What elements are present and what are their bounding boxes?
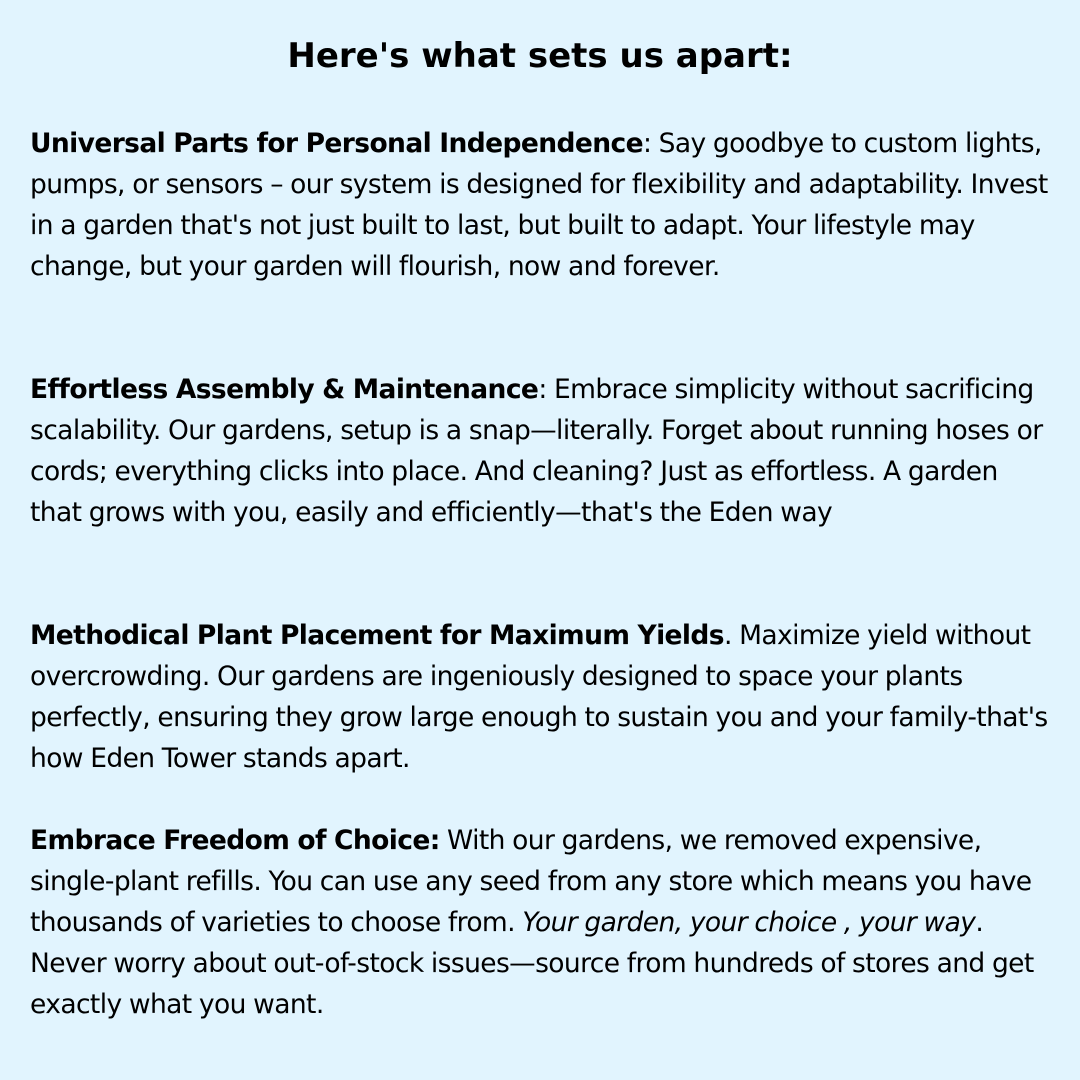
feature-title: Methodical Plant Placement for Maximum Yields — [30, 620, 724, 651]
feature-freedom-of-choice — [30, 820, 1050, 1025]
feature-effortless-assembly — [30, 369, 1050, 533]
feature-body: Say goodbye to custom lights, pumps, or sensors – our system is designed for flexibility and adaptability. Invest in a garden that's not just built to last, but built to adapt. Your lifestyle may change, but your garden will flourish, now and forever. — [30, 128, 1048, 282]
page-heading: Here's what sets us apart: — [287, 36, 793, 76]
feature-plant-placement — [30, 615, 1050, 779]
feature-title: Embrace Freedom of Choice: — [30, 825, 440, 856]
feature-title: Universal Parts for Personal Independence — [30, 128, 643, 159]
feature-separator: : — [538, 374, 547, 405]
feature-body: Maximize yield without overcrowding. Our gardens are ingeniously designed to space your plants perfectly, ensuring they grow large enough to sustain you and your family-that's how Eden Tower stands apart. — [30, 620, 1048, 774]
feature-separator: : — [642, 128, 652, 159]
feature-title: Effortless Assembly & Maintenance — [30, 374, 539, 405]
feature-body-end: . Never worry about out-of-stock issues—source from hundreds of stores and get exactly what you want. — [30, 907, 1034, 1020]
feature-separator: . — [723, 620, 732, 651]
feature-body: Embrace simplicity without sacrificing scalability. Our gardens, setup is a snap—literally. Forget about running hoses or cords; everything clicks into place. And cleaning? Just as effortless. A garden that grows with you, easily and efficiently—that's the Eden way — [30, 374, 1043, 528]
feature-italic-phrase: Your garden, your choice , your way — [522, 907, 976, 938]
feature-universal-parts — [30, 123, 1050, 287]
feature-body-start: With our gardens, we removed expensive, single-plant refills. You can use any seed from any store which means you have thousands of varieties to choose from. — [30, 825, 1032, 938]
